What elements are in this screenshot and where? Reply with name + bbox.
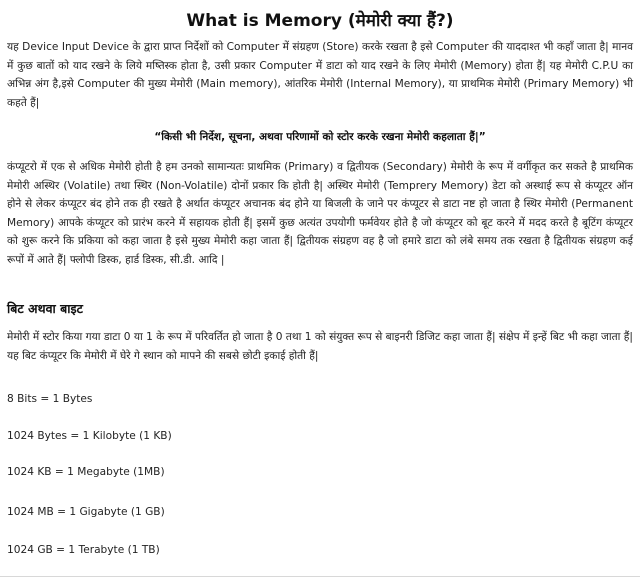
unit-conversion-line: 1024 KB = 1 Megabyte (1MB) <box>7 466 165 478</box>
bit-byte-heading: बिट अथवा बाइट <box>7 301 83 316</box>
intro-paragraph: यह Device Input Device के द्वारा प्राप्त निर्देशों को Computer में संग्रहण (Store) करके रखता है इसे Computer की याददाश्त भी कहाँ जाता है| मानव में कुछ बातों को याद रखने के लिये मष्तिस्क होता है, उसी प्रकार Computer में डाटा को याद रखने के लिए मेमोरी (Memory) होता हैं| यह मेमोरी C.P.U का अभिन्न अंग है,इसे Computer की मुख्य मेमोरी (Main memory), आंतरिक मेमोरी (Internal Memory), या प्राथमिक मेमोरी (Primary Memory) भी कहते हैं| <box>7 41 633 109</box>
unit-conversion-line: 8 Bits = 1 Bytes <box>7 393 93 405</box>
bit-paragraph: मेमोरी में स्टोर किया गया डाटा 0 या 1 के रूप में परिवर्तित हो जाता है 0 तथा 1 को संयुक्त रूप से बाइनरी डिजिट कहा जाता हैं| संक्षेप में इन्हें बिट भी कहा जाता हैं| यह बिट कंप्यूटर कि मेमोरी में घेरे गे स्थान को मापने की सबसे छोटी इकाई होती हैं| <box>7 331 633 362</box>
unit-conversion-line: 1024 GB = 1 Terabyte (1 TB) <box>7 544 160 556</box>
unit-conversion-line: 1024 Bytes = 1 Kilobyte (1 KB) <box>7 430 172 442</box>
memory-types-paragraph: कंप्यूटरो में एक से अधिक मेमोरी होती है हम उनको सामान्यतः प्राथमिक (Primary) व द्वितीयक (Secondary) मेमोरी के रूप में वर्गीकृत कर सकते है प्राथमिक मेमोरी अस्थिर (Volatile) तथा स्थिर (Non-Volatile) दोनों प्रकार कि होती है| अस्थिर मेमोरी (Temprery Memory) डेटा को अस्थाई रूप से कंप्यूटर ऑन होने से लेकर कंप्यूटर बंद होने तक ही रखते है अर्थात कंप्यूटर अचानक बंद होने या बिजली के जाने पर कंप्यूटर से डाटा नष्ट हो जाता है स्थिर मेमोरी (Permanent Memory) आपके कंप्यूटर को प्रारंभ करने में सहायक होती हैं| इसमें कुछ अत्यंत उपयोगी फर्मवेयर होते है जो कंप्यूटर को बूट करने में मदद करते है बूटिंग कंप्यूटर को शुरू करने कि प्रकिया को कहा जाता है इसे मुख्य मेमोरी कहा जाता हैं| द्वितीयक संग्रहण वह है जो हमारे डाटा को लंबे समय तक रखता है द्वितीयक संग्रहण कई रूपों में आते हैं| फ्लोपी डिस्क, हार्ड डिस्क, सी.डी. आदि | <box>7 161 634 266</box>
article-title: What is Memory (मेमोरी क्या हैं?) <box>186 11 454 31</box>
bottom-divider <box>0 576 640 577</box>
unit-conversion-line: 1024 MB = 1 Gigabyte (1 GB) <box>7 506 165 518</box>
definition-quote: “किसी भी निर्देश, सूचना, अथवा परिणामों को स्टोर करके रखना मेमोरी कहलाता हैं|” <box>154 131 486 143</box>
